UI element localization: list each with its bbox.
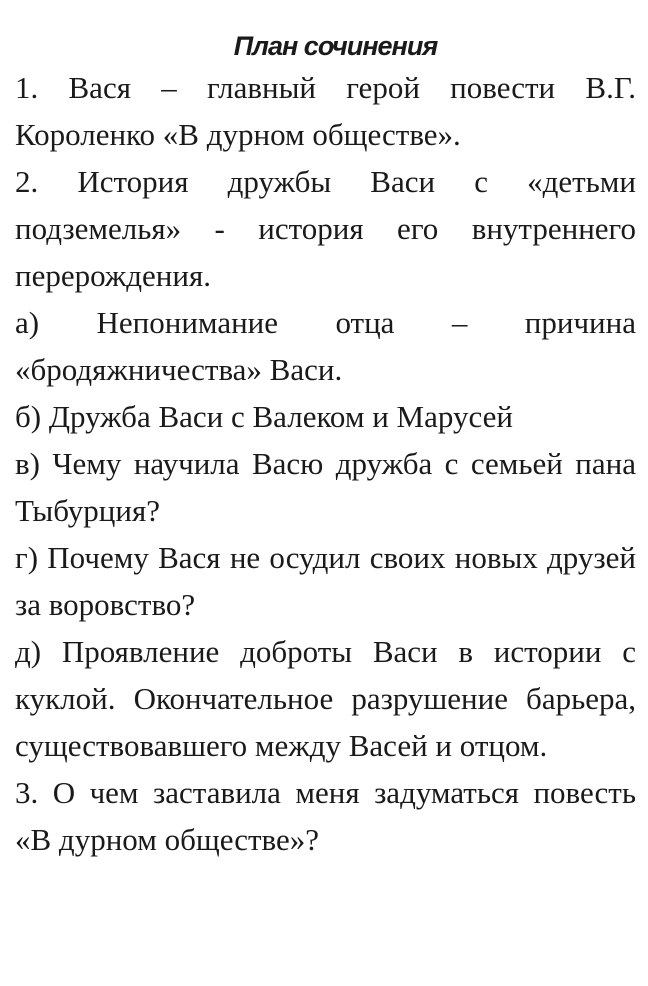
plan-item-2a: а) Непонимание отца – причина «бродяжничества» Васи.	[15, 305, 636, 387]
document-title: План сочинения	[233, 31, 438, 61]
plan-item-3: 3. О чем заставила меня задуматься повесть «В дурном обществе»?	[15, 775, 636, 857]
plan-item-2g: г) Почему Вася не осудил своих новых друзей за воровство?	[15, 540, 636, 622]
plan-item-2d: д) Проявление доброты Васи в истории с куклой. Окончательное разрушение барьера, существовавшего между Васей и отцом.	[15, 634, 636, 763]
plan-item-2: 2. История дружбы Васи с «детьми подземелья» - история его внутреннего перерождения.	[15, 164, 636, 293]
plan-item-2v: в) Чему научила Васю дружба с семьей пана Тыбурция?	[15, 446, 636, 528]
plan-item-1: 1. Вася – главный герой повести В.Г. Короленко «В дурном обществе».	[15, 70, 636, 152]
plan-item-2b: б) Дружба Васи с Валеком и Марусей	[15, 399, 513, 434]
